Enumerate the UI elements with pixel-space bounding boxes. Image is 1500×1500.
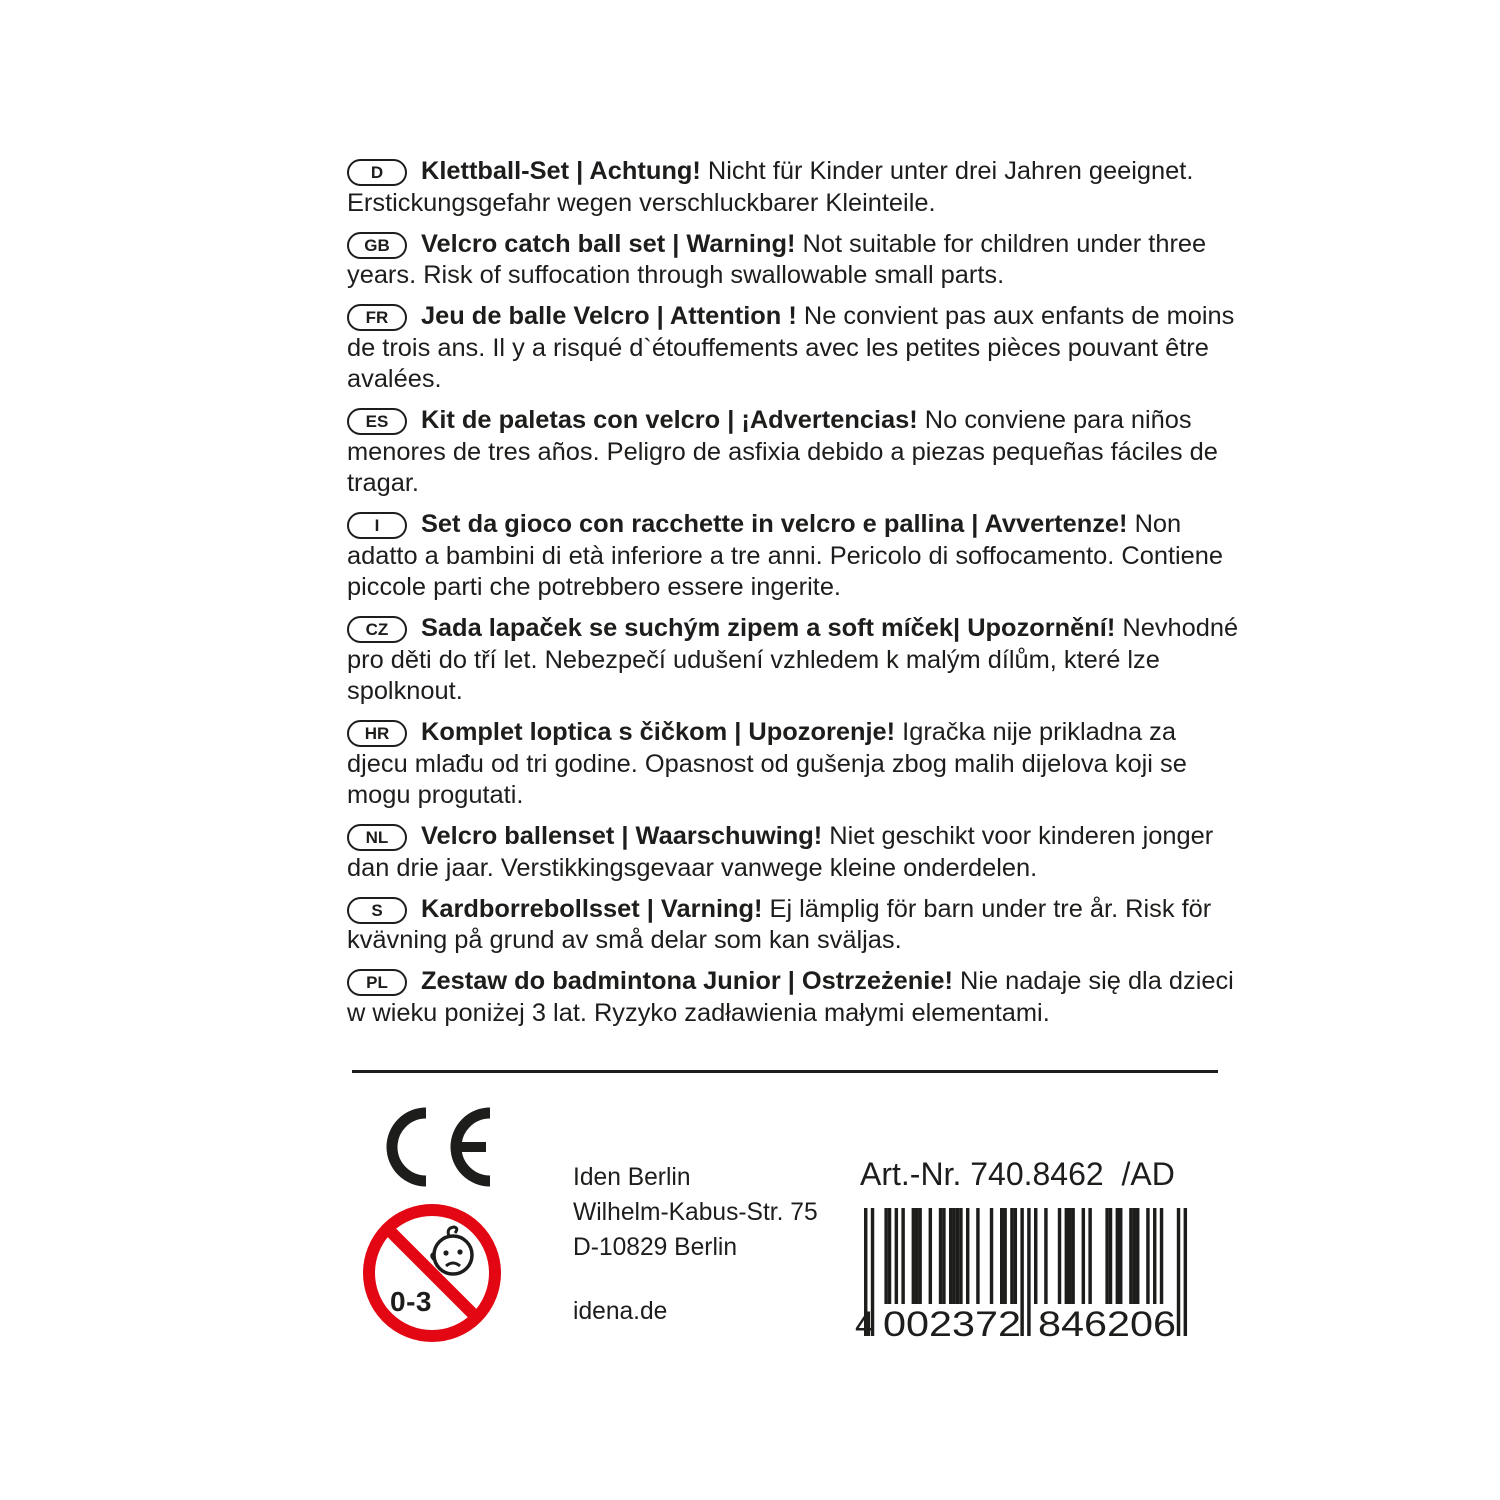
barcode-bar — [1119, 1208, 1122, 1304]
warning-title: Sada lapaček se suchým zipem a soft míček| Upozornění! — [421, 614, 1116, 642]
barcode-bar — [901, 1208, 904, 1304]
manufacturer-address — [573, 1160, 818, 1265]
barcode-bar — [884, 1208, 887, 1304]
language-code-badge: S — [347, 897, 407, 924]
warning-title: Kit de paletas con velcro | ¡Advertencias! — [421, 406, 918, 434]
warning-text: Ej lämplig för barn under tre år. Risk för kvävning på grund av små delar som kan sväljas. — [347, 894, 1212, 954]
barcode-bar — [990, 1208, 993, 1304]
language-code-badge: CZ — [347, 616, 407, 643]
barcode-bar — [1014, 1208, 1017, 1304]
warning-es — [347, 405, 1242, 500]
barcode-bar — [918, 1208, 921, 1304]
warning-d — [347, 156, 1242, 219]
barcode-bar — [1184, 1208, 1187, 1336]
warning-title: Komplet loptica s čičkom | Upozorenje! — [421, 718, 896, 746]
warning-title: Zestaw do badmintona Junior | Ostrzeżenie! — [421, 967, 953, 995]
language-code-badge: FR — [347, 304, 407, 331]
barcode-bar — [1109, 1208, 1112, 1304]
warning-text: Nevhodné pro děti do tří let. Nebezpečí udušení vzhledem k malým dílům, které lze spolknout. — [347, 614, 1239, 705]
barcode-bar — [929, 1208, 932, 1304]
language-code-badge: I — [347, 512, 407, 539]
barcode-bar — [959, 1208, 962, 1304]
manufacturer-city: D-10829 Berlin — [573, 1234, 738, 1261]
language-code-badge: HR — [347, 720, 407, 747]
warning-title: Kardborrebollsset | Varning! — [421, 894, 763, 923]
barcode-bar — [915, 1208, 918, 1304]
barcode-bar — [1044, 1208, 1047, 1304]
language-code-badge: PL — [347, 969, 407, 996]
barcode-bar — [888, 1208, 891, 1304]
warning-title: Velcro catch ball set | Warning! — [421, 229, 796, 258]
barcode-bar — [1065, 1208, 1068, 1304]
manufacturer-street: Wilhelm-Kabus-Str. 75 — [573, 1199, 818, 1226]
barcode-bar — [1146, 1208, 1149, 1304]
warning-text: Niet geschikt voor kinderen jonger dan drie jaar. Verstikkingsgevaar vanwege kleine onderdelen. — [347, 822, 1214, 882]
warning-title: Jeu de balle Velcro | Attention ! — [421, 302, 797, 330]
barcode-bar — [1129, 1208, 1132, 1304]
warning-text: Igračka nije prikladna za djecu mlađu od tri godine. Opasnost od gušenja zbog malih dijelova koji se mogu progutati. — [347, 718, 1187, 809]
barcode-bar — [1068, 1208, 1071, 1304]
barcode-bar — [1105, 1208, 1108, 1304]
barcode-bar — [1003, 1208, 1006, 1304]
barcode — [855, 1208, 1198, 1344]
barcode-bar — [1133, 1208, 1136, 1304]
barcode-digit-group: 846206 — [1038, 1305, 1176, 1344]
warning-s — [347, 894, 1242, 957]
language-code-badge: NL — [347, 824, 407, 851]
barcode-bar — [939, 1208, 942, 1304]
warning-text: Nie nadaje się dla dzieci w wieku poniżej 3 lat. Ryzyko zadławienia małymi elementami. — [347, 967, 1234, 1027]
barcode-bar — [1116, 1208, 1119, 1304]
barcode-bar — [949, 1208, 952, 1304]
warning-text: Non adatto a bambini di età inferiore a tre anni. Pericolo di soffocamento. Contiene piccole parti che potrebbero essere ingerite. — [347, 510, 1224, 601]
divider — [352, 1070, 1218, 1073]
barcode-bar — [942, 1208, 945, 1304]
barcode-digits — [855, 1305, 1176, 1344]
warning-i — [347, 509, 1242, 604]
warning-pl — [347, 966, 1242, 1029]
ce-mark-icon — [372, 1103, 494, 1191]
barcode-bar — [1071, 1208, 1074, 1304]
barcode-bar — [1000, 1208, 1003, 1304]
warning-text: Ne convient pas aux enfants de moins de trois ans. Il y a risqué d`étouffements avec les petites pièces pouvant être avalées. — [347, 302, 1235, 393]
manufacturer-name: Iden Berlin — [573, 1164, 691, 1191]
barcode-bar — [1088, 1208, 1091, 1304]
barcode-digit-group: 4 — [855, 1305, 875, 1344]
barcode-bar — [966, 1208, 969, 1304]
warning-text: Nicht für Kinder unter drei Jahren geeignet. Erstickungsgefahr wegen verschluckbarer Kleinteile. — [347, 157, 1194, 217]
warning-cz — [347, 613, 1242, 708]
warning-gb — [347, 229, 1242, 292]
article-number: Art.-Nr. 740.8462 /AD — [860, 1156, 1175, 1192]
warning-hr — [347, 717, 1242, 812]
barcode-bar — [1177, 1208, 1180, 1336]
warning-text: Not suitable for children under three years. Risk of suffocation through swallowable small parts. — [347, 229, 1207, 289]
barcode-digit-group: 002372 — [883, 1305, 1021, 1344]
warning-text: No conviene para niños menores de tres años. Peligro de asfixia debido a piezas pequeñas fáciles de tragar. — [347, 406, 1218, 497]
barcode-bar — [956, 1208, 959, 1304]
warning-list — [347, 156, 1242, 1039]
language-code-badge: D — [347, 159, 407, 186]
barcode-bar — [1058, 1208, 1061, 1304]
age-warning-label: 0-3 — [390, 1286, 432, 1317]
barcode-bar — [1034, 1208, 1037, 1304]
barcode-bar — [895, 1208, 898, 1304]
warning-title: Klettball-Set | Achtung! — [421, 157, 701, 185]
language-code-badge: GB — [347, 232, 407, 259]
warning-nl — [347, 821, 1242, 884]
warning-title: Velcro ballenset | Waarschuwing! — [421, 822, 823, 850]
warning-fr — [347, 301, 1242, 396]
no-under-3-icon — [362, 1203, 502, 1343]
barcode-bar — [1153, 1208, 1156, 1304]
barcode-bar — [1010, 1208, 1013, 1304]
barcode-bar — [952, 1208, 955, 1304]
warning-title: Set da gioco con racchette in velcro e pallina | Avvertenze! — [421, 510, 1128, 538]
manufacturer-website: idena.de — [573, 1298, 668, 1325]
barcode-bar — [912, 1208, 915, 1304]
language-code-badge: ES — [347, 408, 407, 435]
barcode-bar — [1082, 1208, 1085, 1304]
barcode-bar — [1160, 1208, 1163, 1304]
barcode-bar — [1136, 1208, 1139, 1304]
barcode-bar — [1027, 1208, 1030, 1336]
barcode-bar — [976, 1208, 979, 1304]
